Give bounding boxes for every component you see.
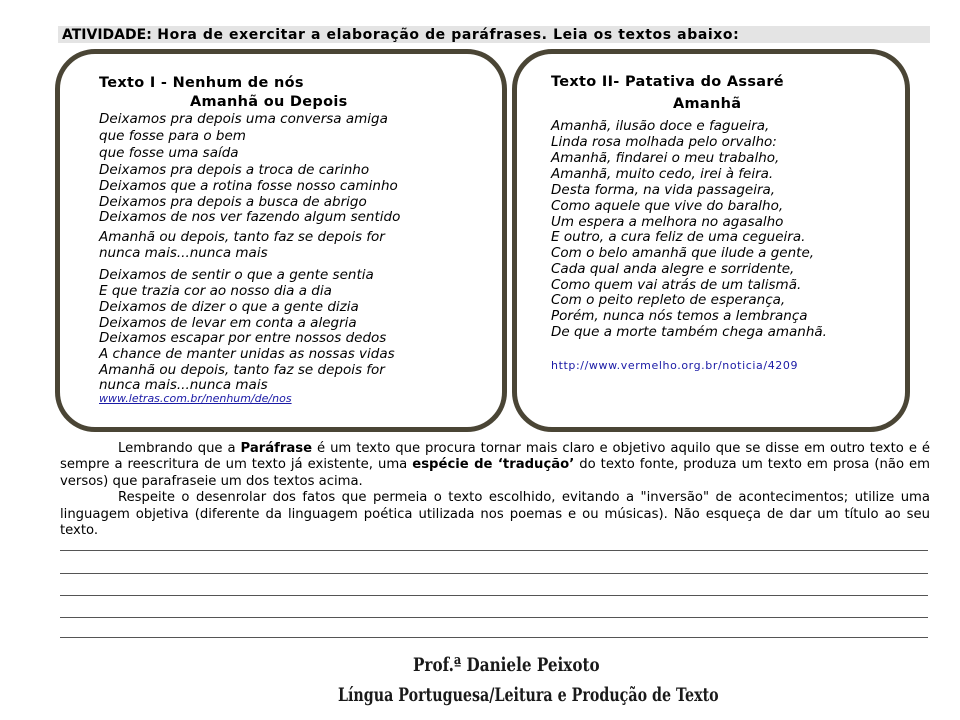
answer-line[interactable] xyxy=(60,637,928,638)
poem-line: Deixamos que a rotina fosse nosso caminho xyxy=(99,178,398,194)
poem-line: E que trazia cor ao nosso dia a dia xyxy=(99,283,332,299)
poem-line: Deixamos escapar por entre nossos dedos xyxy=(99,330,387,346)
text2-subtitle: Amanhã xyxy=(673,96,742,112)
instructions-term: espécie de ‘tradução’ xyxy=(412,457,575,473)
activity-header xyxy=(62,27,739,43)
poem-line: De que a morte também chega amanhã. xyxy=(551,324,827,340)
poem-line: Deixamos pra depois a troca de carinho xyxy=(99,162,370,178)
poem-line: Um espera a melhora no agasalho xyxy=(551,214,784,230)
poem-line: Amanhã, ilusão doce e fagueira, xyxy=(551,118,770,134)
poem-line: Deixamos de levar em conta a alegria xyxy=(99,315,357,331)
activity-label: ATIVIDADE: xyxy=(62,27,152,43)
poem-line: Deixamos de dizer o que a gente dizia xyxy=(99,299,359,315)
answer-line[interactable] xyxy=(60,595,928,596)
poem-line: que fosse para o bem xyxy=(99,128,246,144)
instructions xyxy=(60,441,930,539)
poem-line: que fosse uma saída xyxy=(99,145,239,161)
poem-line: Como quem vai atrás de um talismã. xyxy=(551,277,802,293)
poem-line: Amanhã ou depois, tanto faz se depois for xyxy=(99,229,385,245)
instructions-text: é um texto que procura tornar mais claro e objetivo aquilo que se disse em outro texto e é sempre a reescritura de um texto já existente, uma xyxy=(60,441,930,473)
poem-line: nunca mais...nunca mais xyxy=(99,377,268,393)
poem-line: Linda rosa molhada pelo orvalho: xyxy=(551,134,777,150)
poem-line: Amanhã, muito cedo, irei à feira. xyxy=(551,166,774,182)
instructions-term: Paráfrase xyxy=(240,441,313,456)
poem-line: nunca mais...nunca mais xyxy=(99,245,268,261)
poem-line: Com o peito repleto de esperança, xyxy=(551,292,786,308)
instructions-text: do texto fonte, produza um texto em prosa (não em versos) que parafraseie um dos textos acima. xyxy=(60,457,930,489)
text1-title: Texto I - Nenhum de nós xyxy=(99,75,304,91)
poem-line: Deixamos pra depois a busca de abrigo xyxy=(99,194,367,210)
text2-source-link[interactable]: http://www.vermelho.org.br/noticia/4209 xyxy=(551,359,799,372)
poem-line: Amanhã, findarei o meu trabalho, xyxy=(551,150,780,166)
instructions-text: Lembrando que a xyxy=(118,441,241,456)
answer-line[interactable] xyxy=(60,550,928,551)
poem-line: Amanhã ou depois, tanto faz se depois for xyxy=(99,362,385,378)
poem-line: Deixamos de nos ver fazendo algum sentido xyxy=(99,209,401,225)
text1-source-link[interactable]: www.letras.com.br/nenhum/de/nos xyxy=(99,392,292,405)
poem-line: Com o belo amanhã que ilude a gente, xyxy=(551,245,815,261)
answer-line[interactable] xyxy=(60,617,928,618)
teacher-name: Prof.ª Daniele Peixoto xyxy=(413,654,600,676)
text2-title: Texto II- Patativa do Assaré xyxy=(551,74,784,90)
instructions-paragraph-2: Respeite o desenrolar dos fatos que permeia o texto escolhido, evitando a "inversão" de acontecimentos; utilize uma linguagem objetiva (diferente da linguagem poética utilizada nos poemas e ou músicas). Não esqueça de dar um título ao seu texto. xyxy=(60,490,930,539)
answer-line[interactable] xyxy=(60,573,928,574)
text1-subtitle: Amanhã ou Depois xyxy=(190,94,348,110)
poem-line: Porém, nunca nós temos a lembrança xyxy=(551,308,808,324)
poem-line: Deixamos pra depois uma conversa amiga xyxy=(99,111,388,127)
poem-line: Deixamos de sentir o que a gente sentia xyxy=(99,267,374,283)
poem-line: Cada qual anda alegre e sorridente, xyxy=(551,261,795,277)
poem-line: Desta forma, na vida passageira, xyxy=(551,182,776,198)
poem-line: A chance de manter unidas as nossas vidas xyxy=(99,346,395,362)
instructions-paragraph-1 xyxy=(60,441,930,490)
poem-line: Como aquele que vive do baralho, xyxy=(551,198,784,214)
poem-line: E outro, a cura feliz de uma cegueira. xyxy=(551,229,806,245)
activity-instruction: Hora de exercitar a elaboração de paráfrases. Leia os textos abaixo: xyxy=(157,27,740,43)
course-name: Língua Portuguesa/Leitura e Produção de Texto xyxy=(338,684,719,706)
